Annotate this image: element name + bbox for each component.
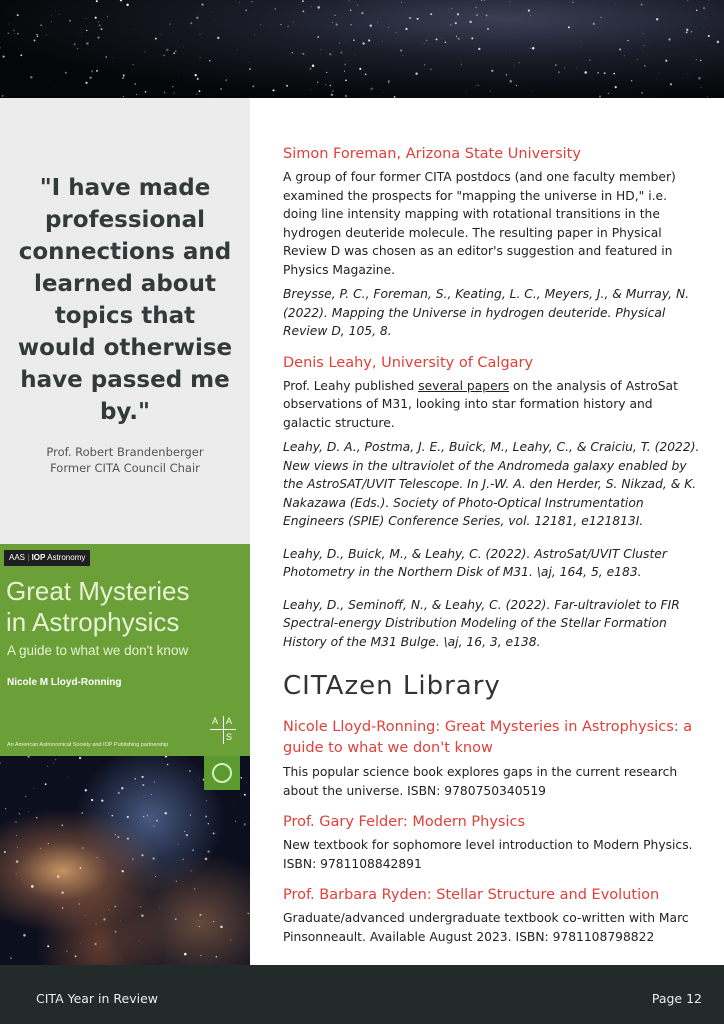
entry-foreman xyxy=(283,144,701,341)
aas-logo-letter: S xyxy=(226,732,233,742)
pull-quote: "I have made professional connections and learned about topics that would otherwise have passed me by." xyxy=(17,175,233,425)
library-item xyxy=(283,812,701,873)
citation: Leahy, D., Buick, M., & Leahy, C. (2022). AstroSat/UVIT Cluster Photometry in the Northern Disk of M31. \aj, 164, 5, e183. xyxy=(283,546,667,579)
citation: Breysse, P. C., Foreman, S., Keating, L. C., Meyers, J., & Murray, N. (2022). Mapping the Universe in hydrogen deuteride. Physical Review D, 105, 8. xyxy=(283,287,690,338)
several-papers-link[interactable]: several papers xyxy=(418,378,510,393)
publisher-bar: AAS | IOP Astronomy xyxy=(4,550,90,566)
library-item-body: Graduate/advanced undergraduate textbook co-written with Marc Pinsonneault. Available August 2023. ISBN: 9781108798822 xyxy=(283,911,689,944)
entry-heading: Denis Leahy, University of Calgary xyxy=(283,354,534,371)
citation: Leahy, D., Seminoff, N., & Leahy, C. (2022). Far-ultraviolet to FIR Spectral-energy Distribution Modeling of the Stellar Formation History of the M31 Bulge. \aj, 16, 3, e138. xyxy=(283,597,680,649)
footer-publication-title: CITA Year in Review xyxy=(36,991,159,1006)
entry-body: A group of four former CITA postdocs (and one faculty member) examined the prospects for "mapping the universe in HD," i.e. doing line intensity mapping with rotational transitions in the hydrogen deuteride molecule. The resulting paper in Physical Review D was chosen as an editor's suggestion and featured in Physics Magazine. xyxy=(283,170,676,277)
entry-leahy xyxy=(283,353,701,652)
publisher-prefix: AAS xyxy=(9,553,26,562)
publisher-suffix: Astronomy xyxy=(47,553,86,562)
book-title xyxy=(6,576,246,638)
book-title-line1: Great Mysteries xyxy=(6,576,190,606)
aas-logo-letter: A xyxy=(226,716,233,726)
book-cover-green-panel xyxy=(0,544,250,756)
quote-author-role: Former CITA Council Chair xyxy=(50,461,200,475)
library-item xyxy=(283,717,701,800)
library-item-heading: Nicole Lloyd-Ronning: Great Mysteries in Astrophysics: a guide to what we don't know xyxy=(283,719,693,756)
quote-attribution xyxy=(10,444,240,476)
library-item-body: New textbook for sophomore level introduction to Modern Physics. ISBN: 9781108842891 xyxy=(283,838,693,871)
library-item-body: This popular science book explores gaps in the current research about the universe. ISBN: 9780750340519 xyxy=(283,765,678,798)
entry-body-text: on the analysis of AstroSat observations of M31, looking into star formation history and galactic structure. xyxy=(283,378,678,430)
footer-page-number: Page 12 xyxy=(651,991,702,1006)
quote-panel xyxy=(0,98,250,544)
publisher-name: IOP xyxy=(31,553,46,562)
book-partnership-text: An American Astronomical Society and IOP Publishing partnership xyxy=(7,742,169,748)
book-title-line2: in Astrophysics xyxy=(6,607,180,637)
footer xyxy=(0,965,724,1024)
quote-author-name: Prof. Robert Brandenberger xyxy=(46,445,204,459)
library-item-heading: Prof. Barbara Ryden: Stellar Structure and Evolution xyxy=(283,887,660,903)
entry-body xyxy=(283,377,701,433)
aas-logo-icon xyxy=(210,716,236,744)
library-item xyxy=(283,885,701,946)
book-author: Nicole M Lloyd-Ronning xyxy=(7,677,122,688)
entry-heading: Simon Foreman, Arizona State University xyxy=(283,146,581,162)
entry-body-text: Prof. Leahy published xyxy=(283,378,419,393)
book-subtitle: A guide to what we don't know xyxy=(7,643,189,658)
book-cover-image xyxy=(0,544,250,965)
main-content xyxy=(283,144,701,946)
citation: Leahy, D. A., Postma, J. E., Buick, M., Leahy, C., & Craiciu, T. (2022). New views in the ultraviolet of the Andromeda galaxy enabled by the AstroSAT/UVIT Telescope. In J.-W. A. den Herder, S. Nikzad, & K. Nakazawa (Eds.). Society of Photo-Optical Instrumentation Engineers (SPIE) Conference Series, vol. 12181, e121813I. xyxy=(283,440,700,528)
library-item-heading: Prof. Gary Felder: Modern Physics xyxy=(283,814,526,830)
aas-logo-letter: A xyxy=(212,716,219,726)
library-section-title: CITAzen Library xyxy=(283,671,501,701)
header-starfield-image xyxy=(0,0,724,98)
iop-badge-icon xyxy=(204,756,240,790)
